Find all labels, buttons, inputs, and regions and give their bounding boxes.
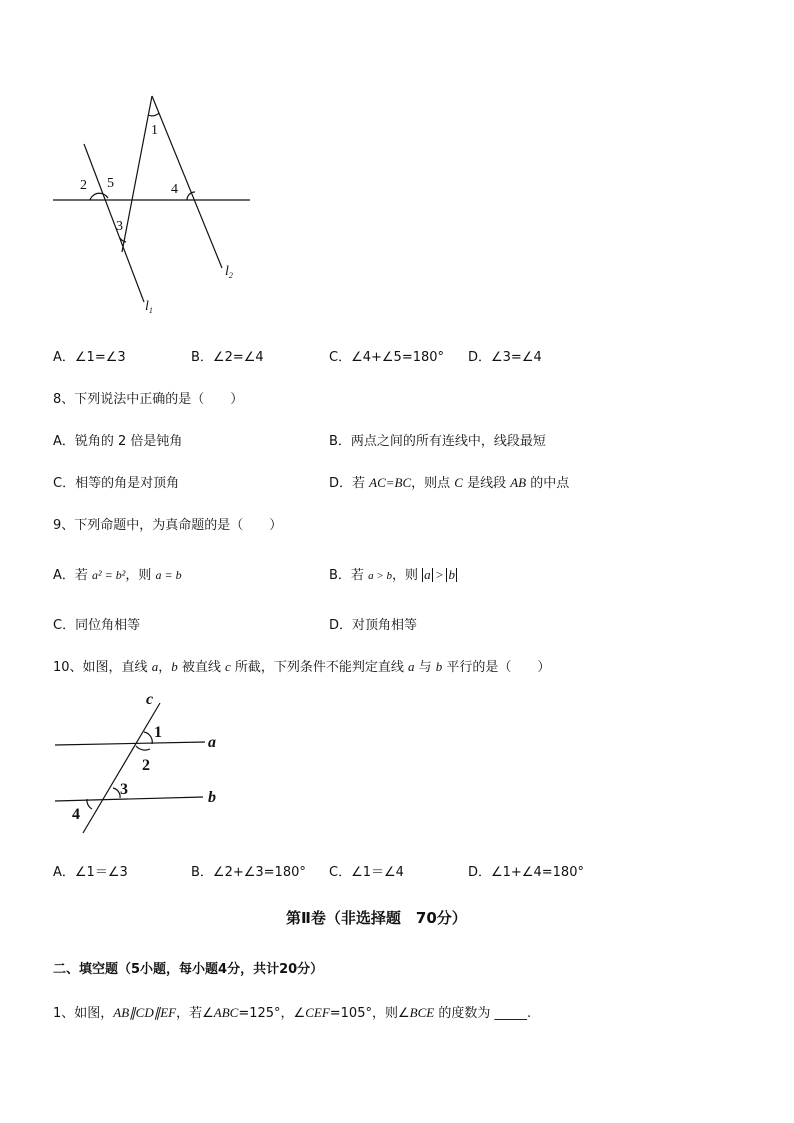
angle-2-label: 2: [80, 178, 87, 193]
q7-figure: [50, 90, 260, 320]
a-label: a: [208, 734, 216, 751]
q7-option-b: B．∠2=∠4: [191, 350, 264, 365]
q9-b-abs-b: b: [448, 567, 455, 582]
q10-stem: [53, 656, 550, 675]
angle-2-arc: [136, 746, 150, 750]
q10-stem-b: b: [171, 659, 178, 674]
q9-a-math2: a = b: [155, 568, 182, 582]
q8-d-mid2: 是线段: [462, 476, 511, 491]
q10-option-b: B．∠2+∠3=180°: [191, 865, 306, 880]
q8-option-a: A．锐角的 2 倍是钝角: [53, 434, 183, 449]
q8-option-b: B．两点之间的所有连线中，线段最短: [329, 434, 546, 449]
angle-1-label: 1: [151, 123, 158, 138]
q9-a-math: a² = b²: [92, 568, 126, 582]
q10-stem-a: a: [151, 659, 159, 674]
line-a: [55, 742, 205, 745]
q8-d-c: C: [454, 475, 463, 490]
q10-option-c: C．∠1＝∠4: [329, 865, 404, 880]
fill-q1-abc: ABC: [213, 1005, 239, 1020]
angle-3-label: 3: [120, 781, 128, 798]
q9-a-mid: ，则: [125, 568, 156, 583]
transversal: [122, 96, 152, 252]
q10-stem-a2: a: [408, 659, 415, 674]
q10-stem-mid2: 所截，下列条件不能判定直线: [230, 660, 409, 675]
q10-stem-mid: 被直线: [177, 660, 225, 675]
q10-option-d: D．∠1+∠4=180°: [468, 865, 584, 880]
q9-b-abs-a: a: [424, 567, 431, 582]
q10-stem-mid3: 与: [414, 660, 436, 675]
q8-option-d: [329, 472, 569, 491]
q9-option-b: [329, 564, 457, 583]
q10-option-a: A．∠1＝∠3: [53, 865, 128, 880]
line-l1: [84, 144, 144, 302]
q8-d-pre: D．若: [329, 476, 370, 491]
q10-stem-pre: 10、如图，直线: [53, 660, 152, 675]
angle-5-label: 5: [107, 176, 114, 191]
angle-4-label: 4: [72, 806, 80, 823]
fill-q1-mid: ，若∠: [176, 1006, 214, 1021]
part2-title: 第Ⅱ卷（非选择题 70分）: [286, 909, 467, 927]
q9-stem: 9、下列命题中，为真命题的是（ ）: [53, 518, 283, 533]
q8-d-post: 的中点: [526, 476, 570, 491]
fill-q1-cef: CEF: [305, 1005, 330, 1020]
l2-label: $l_2$: [225, 264, 233, 280]
q10-figure: [50, 688, 240, 838]
q7-option-d: D．∠3=∠4: [468, 350, 542, 365]
fill-q1-post: 的度数为 _____.: [434, 1006, 532, 1021]
q8-option-c: C．相等的角是对顶角: [53, 476, 180, 491]
fill-q1-bce: BCE: [409, 1005, 435, 1020]
q10-stem-post: 平行的是（ ）: [442, 660, 551, 675]
q9-option-c: C．同位角相等: [53, 618, 141, 633]
q7-option-a: A．∠1=∠3: [53, 350, 126, 365]
angle-1-arc: [144, 732, 152, 744]
angle-4-label: 4: [171, 182, 178, 197]
q9-a-pre: A．若: [53, 568, 93, 583]
q8-d-mid: ，则点: [411, 476, 455, 491]
l1-label: $l_1$: [145, 299, 153, 315]
angle-2-label: 2: [142, 757, 150, 774]
line-l2: [152, 96, 222, 268]
angle-1-arc: [148, 113, 159, 116]
q8-d-ab: AB: [510, 475, 527, 490]
q9-b-gt: >: [432, 567, 447, 582]
q10-stem-c: c: [224, 659, 231, 674]
q8-stem: 8、下列说法中正确的是（ ）: [53, 392, 244, 407]
fill-q1: [53, 1002, 531, 1021]
angle-1-label: 1: [154, 724, 162, 741]
q9-b-math: a > b: [368, 570, 392, 582]
q9-option-a: [53, 564, 182, 583]
fill-q1-pre: 1、如图，: [53, 1006, 114, 1021]
fill-q1-v1: =125°，∠: [238, 1006, 306, 1021]
c-label: c: [146, 691, 154, 708]
q8-d-eq: AC=BC: [369, 475, 412, 490]
q10-stem-comma: ，: [158, 660, 172, 675]
q9-option-d: D．对顶角相等: [329, 618, 418, 633]
section-heading: 二、填空题（5小题，每小题4分，共计20分）: [53, 962, 324, 977]
fill-q1-parallel: AB∥CD∥EF: [113, 1005, 177, 1020]
fill-q1-v2: =105°，则∠: [329, 1006, 410, 1021]
q9-b-mid: ，则: [392, 568, 423, 583]
line-b: [55, 797, 203, 801]
q10-stem-b2: b: [435, 659, 443, 674]
q7-option-c: C．∠4+∠5=180°: [329, 350, 445, 365]
q9-b-pre: B．若: [329, 568, 369, 583]
angle-3-label: 3: [116, 219, 123, 234]
b-label: b: [208, 789, 216, 806]
